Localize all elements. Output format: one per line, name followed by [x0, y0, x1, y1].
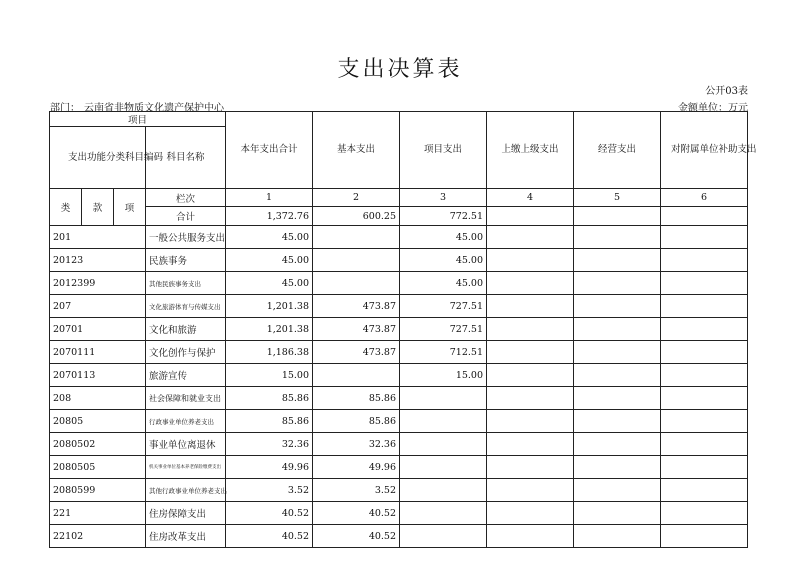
row-operating — [574, 249, 661, 272]
row-code: 2070111 — [50, 341, 146, 364]
row-operating — [574, 387, 661, 410]
row-total: 3.52 — [226, 479, 313, 502]
table-row — [50, 525, 748, 548]
sum-basic: 600.25 — [313, 207, 400, 226]
amount-unit: 金额单位：万元 — [678, 103, 748, 114]
row-basic: 473.87 — [313, 318, 400, 341]
row-total: 32.36 — [226, 433, 313, 456]
row-code: 2070113 — [50, 364, 146, 387]
col-num-4: 4 — [487, 189, 574, 207]
row-upper — [487, 295, 574, 318]
row-basic: 32.36 — [313, 433, 400, 456]
header-upper: 上缴上级支出 — [487, 112, 574, 189]
header-project: 项目 — [50, 112, 226, 127]
row-upper — [487, 410, 574, 433]
row-upper — [487, 226, 574, 249]
row-basic: 473.87 — [313, 295, 400, 318]
row-operating — [574, 433, 661, 456]
sum-project: 772.51 — [400, 207, 487, 226]
row-subject-name: 机关事业单位基本养老保险缴费支出 — [146, 456, 226, 479]
row-upper — [487, 387, 574, 410]
header-lei: 类 — [50, 189, 82, 226]
row-subsidy — [661, 249, 748, 272]
row-upper — [487, 456, 574, 479]
row-upper — [487, 364, 574, 387]
row-project — [400, 433, 487, 456]
row-operating — [574, 364, 661, 387]
row-operating — [574, 410, 661, 433]
table-row — [50, 249, 748, 272]
form-number: 公开03表 — [705, 86, 748, 97]
row-code: 208 — [50, 387, 146, 410]
header-basic: 基本支出 — [313, 112, 400, 189]
table-row — [50, 410, 748, 433]
row-code: 2080502 — [50, 433, 146, 456]
row-subsidy — [661, 341, 748, 364]
row-code: 207 — [50, 295, 146, 318]
row-upper — [487, 479, 574, 502]
row-operating — [574, 479, 661, 502]
header-operating: 经营支出 — [574, 112, 661, 189]
sum-subsidy — [661, 207, 748, 226]
row-operating — [574, 272, 661, 295]
row-subject-name: 文化创作与保护 — [146, 341, 226, 364]
row-total: 85.86 — [226, 387, 313, 410]
table-header — [50, 112, 757, 226]
row-subject-name: 旅游宣传 — [146, 364, 226, 387]
row-upper — [487, 318, 574, 341]
row-total: 45.00 — [226, 272, 313, 295]
table-row — [50, 387, 748, 410]
table-row — [50, 433, 748, 456]
row-upper — [487, 502, 574, 525]
header-lanci: 栏次 — [146, 189, 226, 207]
row-total: 45.00 — [226, 249, 313, 272]
sum-row — [50, 207, 748, 226]
row-project: 727.51 — [400, 295, 487, 318]
sum-operating — [574, 207, 661, 226]
row-project — [400, 456, 487, 479]
row-subsidy — [661, 479, 748, 502]
row-basic: 473.87 — [313, 341, 400, 364]
table-row — [50, 341, 748, 364]
row-code: 20123 — [50, 249, 146, 272]
row-code: 2080505 — [50, 456, 146, 479]
row-project — [400, 410, 487, 433]
row-basic — [313, 364, 400, 387]
row-subsidy — [661, 410, 748, 433]
row-operating — [574, 341, 661, 364]
row-code: 22102 — [50, 525, 146, 548]
row-code: 221 — [50, 502, 146, 525]
table-row — [50, 364, 748, 387]
sum-upper — [487, 207, 574, 226]
col-num-1: 1 — [226, 189, 313, 207]
row-basic — [313, 249, 400, 272]
row-subject-name: 其他行政事业单位养老支出 — [146, 479, 226, 502]
row-total: 1,201.38 — [226, 295, 313, 318]
row-subject-name: 事业单位离退休 — [146, 433, 226, 456]
department-name: 云南省非物质文化遗产保护中心 — [84, 103, 224, 114]
row-total: 40.52 — [226, 502, 313, 525]
page-title: 支出决算表 — [337, 57, 463, 82]
col-num-3: 3 — [400, 189, 487, 207]
row-code: 20805 — [50, 410, 146, 433]
table-row — [50, 295, 748, 318]
row-basic: 85.86 — [313, 387, 400, 410]
header-total: 本年支出合计 — [226, 112, 313, 189]
row-project — [400, 502, 487, 525]
row-subsidy — [661, 318, 748, 341]
row-subject-name: 社会保障和就业支出 — [146, 387, 226, 410]
row-subject-name: 文化和旅游 — [146, 318, 226, 341]
row-total: 45.00 — [226, 226, 313, 249]
row-code: 201 — [50, 226, 146, 249]
row-subject-name: 民族事务 — [146, 249, 226, 272]
row-code: 20701 — [50, 318, 146, 341]
row-project: 712.51 — [400, 341, 487, 364]
row-project: 45.00 — [400, 249, 487, 272]
row-subsidy — [661, 456, 748, 479]
department-label: 部门： — [50, 103, 80, 114]
header-subject-name: 科目名称 — [146, 127, 226, 189]
row-subject-name: 住房改革支出 — [146, 525, 226, 548]
row-project: 45.00 — [400, 272, 487, 295]
header-xiang: 项 — [114, 189, 146, 226]
row-operating — [574, 318, 661, 341]
row-upper — [487, 433, 574, 456]
row-code: 2080599 — [50, 479, 146, 502]
row-subsidy — [661, 502, 748, 525]
row-subject-name: 住房保障支出 — [146, 502, 226, 525]
row-total: 15.00 — [226, 364, 313, 387]
row-subject-name: 行政事业单位养老支出 — [146, 410, 226, 433]
row-subsidy — [661, 433, 748, 456]
table-row — [50, 318, 748, 341]
row-subsidy — [661, 525, 748, 548]
row-project: 45.00 — [400, 226, 487, 249]
row-subject-name: 其他民族事务支出 — [146, 272, 226, 295]
row-basic — [313, 272, 400, 295]
row-subsidy — [661, 387, 748, 410]
row-project — [400, 479, 487, 502]
row-code: 2012399 — [50, 272, 146, 295]
row-subject-name: 文化旅游体育与传媒支出 — [146, 295, 226, 318]
row-subsidy — [661, 295, 748, 318]
row-upper — [487, 341, 574, 364]
row-project: 15.00 — [400, 364, 487, 387]
row-upper — [487, 249, 574, 272]
header-function-code: 支出功能分类科目编码 — [50, 127, 146, 189]
table-row — [50, 502, 748, 525]
row-total: 1,186.38 — [226, 341, 313, 364]
col-num-5: 5 — [574, 189, 661, 207]
row-total: 85.86 — [226, 410, 313, 433]
row-subject-name: 一般公共服务支出 — [146, 226, 226, 249]
row-total: 49.96 — [226, 456, 313, 479]
row-project — [400, 387, 487, 410]
row-basic: 85.86 — [313, 410, 400, 433]
row-operating — [574, 525, 661, 548]
row-basic: 40.52 — [313, 502, 400, 525]
row-project — [400, 525, 487, 548]
table-row — [50, 456, 748, 479]
row-operating — [574, 456, 661, 479]
row-operating — [574, 226, 661, 249]
table-row — [50, 272, 748, 295]
row-total: 1,201.38 — [226, 318, 313, 341]
col-num-6: 6 — [661, 189, 748, 207]
table-body — [50, 226, 748, 548]
row-subsidy — [661, 364, 748, 387]
row-basic: 40.52 — [313, 525, 400, 548]
row-upper — [487, 525, 574, 548]
row-total: 40.52 — [226, 525, 313, 548]
row-operating — [574, 502, 661, 525]
header-subsidy: 对附属单位补助支出 — [661, 112, 748, 189]
row-operating — [574, 295, 661, 318]
col-num-2: 2 — [313, 189, 400, 207]
row-basic — [313, 226, 400, 249]
row-subsidy — [661, 272, 748, 295]
row-subsidy — [661, 226, 748, 249]
row-upper — [487, 272, 574, 295]
header-kuan: 款 — [82, 189, 114, 226]
expenditure-table — [49, 111, 757, 548]
sum-total: 1,372.76 — [226, 207, 313, 226]
table-row — [50, 226, 748, 249]
table-row — [50, 479, 748, 502]
row-project: 727.51 — [400, 318, 487, 341]
sum-label: 合计 — [146, 207, 226, 226]
header-project-expenditure: 项目支出 — [400, 112, 487, 189]
row-basic: 3.52 — [313, 479, 400, 502]
row-basic: 49.96 — [313, 456, 400, 479]
